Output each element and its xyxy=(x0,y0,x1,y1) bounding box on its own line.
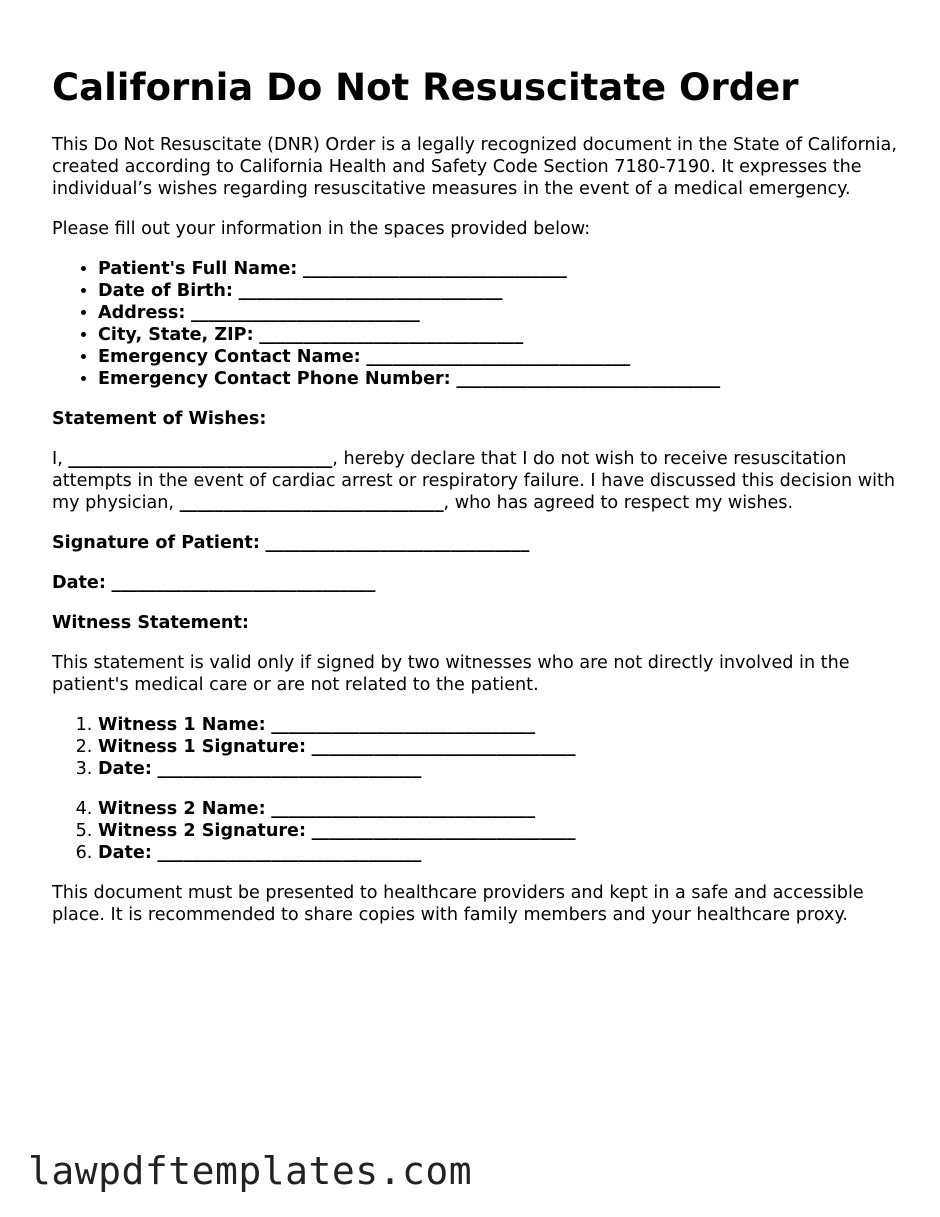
blank-line[interactable]: __________________________ xyxy=(191,303,420,323)
witness-1-list xyxy=(52,714,902,780)
instructions-paragraph: Please fill out your information in the spaces provided below: xyxy=(52,219,591,239)
statement-part-1: I, xyxy=(52,449,69,469)
blank-line[interactable]: ______________________________ xyxy=(265,533,530,553)
blank-line[interactable]: ______________________________ xyxy=(238,281,503,301)
blank-line[interactable]: ______________________________ xyxy=(456,369,721,389)
field-label-city-state-zip: City, State, ZIP: xyxy=(98,325,254,345)
field-label-emergency-contact-phone: Emergency Contact Phone Number: xyxy=(98,369,451,389)
witness-heading: Witness Statement: xyxy=(52,613,249,633)
list-item xyxy=(98,346,902,368)
statement-heading: Statement of Wishes: xyxy=(52,409,267,429)
list-item xyxy=(98,758,902,780)
intro-paragraph: This Do Not Resuscitate (DNR) Order is a legally recognized document in the State of California, created according to California Health and Safety Code Section 7180-7190. It expresses the individual’s wishes regarding resuscitative measures in the event of a medical emergency. xyxy=(52,135,897,199)
list-item xyxy=(98,736,902,758)
watermark-footer: lawpdftemplates.com xyxy=(28,1149,473,1193)
blank-line[interactable]: ______________________________ xyxy=(157,843,422,863)
statement-part-2: , hereby declare that I do not wish to receive resuscitation attempts in the event of cardiac arrest or respiratory failure. I have discussed this decision with my physician, xyxy=(52,449,896,513)
patient-signature-line xyxy=(52,532,902,554)
list-item xyxy=(98,714,902,736)
field-label-emergency-contact-name: Emergency Contact Name: xyxy=(98,347,361,367)
blank-line[interactable]: ______________________________ xyxy=(111,573,376,593)
blank-line[interactable]: ______________________________ xyxy=(259,325,524,345)
list-item xyxy=(98,820,902,842)
field-label-full-name: Patient's Full Name: xyxy=(98,259,298,279)
list-item xyxy=(98,798,902,820)
list-item xyxy=(98,302,902,324)
list-item xyxy=(98,258,902,280)
witness-paragraph: This statement is valid only if signed by two witnesses who are not directly involved in the patient's medical care or are not related to the patient. xyxy=(52,653,850,695)
blank-line[interactable]: ______________________________ xyxy=(179,493,444,513)
document-page xyxy=(52,62,902,944)
field-label-address: Address: xyxy=(98,303,186,323)
blank-line[interactable]: ______________________________ xyxy=(311,737,576,757)
signature-label: Signature of Patient: xyxy=(52,533,260,553)
witness-2-date-label: Date: xyxy=(98,843,152,863)
blank-line[interactable]: ______________________________ xyxy=(68,449,333,469)
patient-date-line xyxy=(52,572,902,594)
blank-line[interactable]: ______________________________ xyxy=(157,759,422,779)
blank-line[interactable]: ______________________________ xyxy=(311,821,576,841)
witness-2-list xyxy=(52,798,902,864)
page-title: California Do Not Resuscitate Order xyxy=(52,66,799,109)
witness-1-name-label: Witness 1 Name: xyxy=(98,715,266,735)
witness-1-signature-label: Witness 1 Signature: xyxy=(98,737,307,757)
witness-2-signature-label: Witness 2 Signature: xyxy=(98,821,307,841)
field-label-date-of-birth: Date of Birth: xyxy=(98,281,233,301)
patient-info-list xyxy=(52,258,902,390)
blank-line[interactable]: ______________________________ xyxy=(271,715,536,735)
witness-1-date-label: Date: xyxy=(98,759,152,779)
witness-2-name-label: Witness 2 Name: xyxy=(98,799,266,819)
list-item xyxy=(98,368,902,390)
blank-line[interactable]: ______________________________ xyxy=(366,347,631,367)
blank-line[interactable]: ______________________________ xyxy=(271,799,536,819)
list-item xyxy=(98,280,902,302)
date-label: Date: xyxy=(52,573,106,593)
list-item xyxy=(98,842,902,864)
blank-line[interactable]: ______________________________ xyxy=(302,259,567,279)
list-item xyxy=(98,324,902,346)
closing-paragraph: This document must be presented to healthcare providers and kept in a safe and accessible place. It is recommended to share copies with family members and your healthcare proxy. xyxy=(52,883,864,925)
statement-paragraph xyxy=(52,448,902,514)
statement-part-3: , who has agreed to respect my wishes. xyxy=(443,493,794,513)
